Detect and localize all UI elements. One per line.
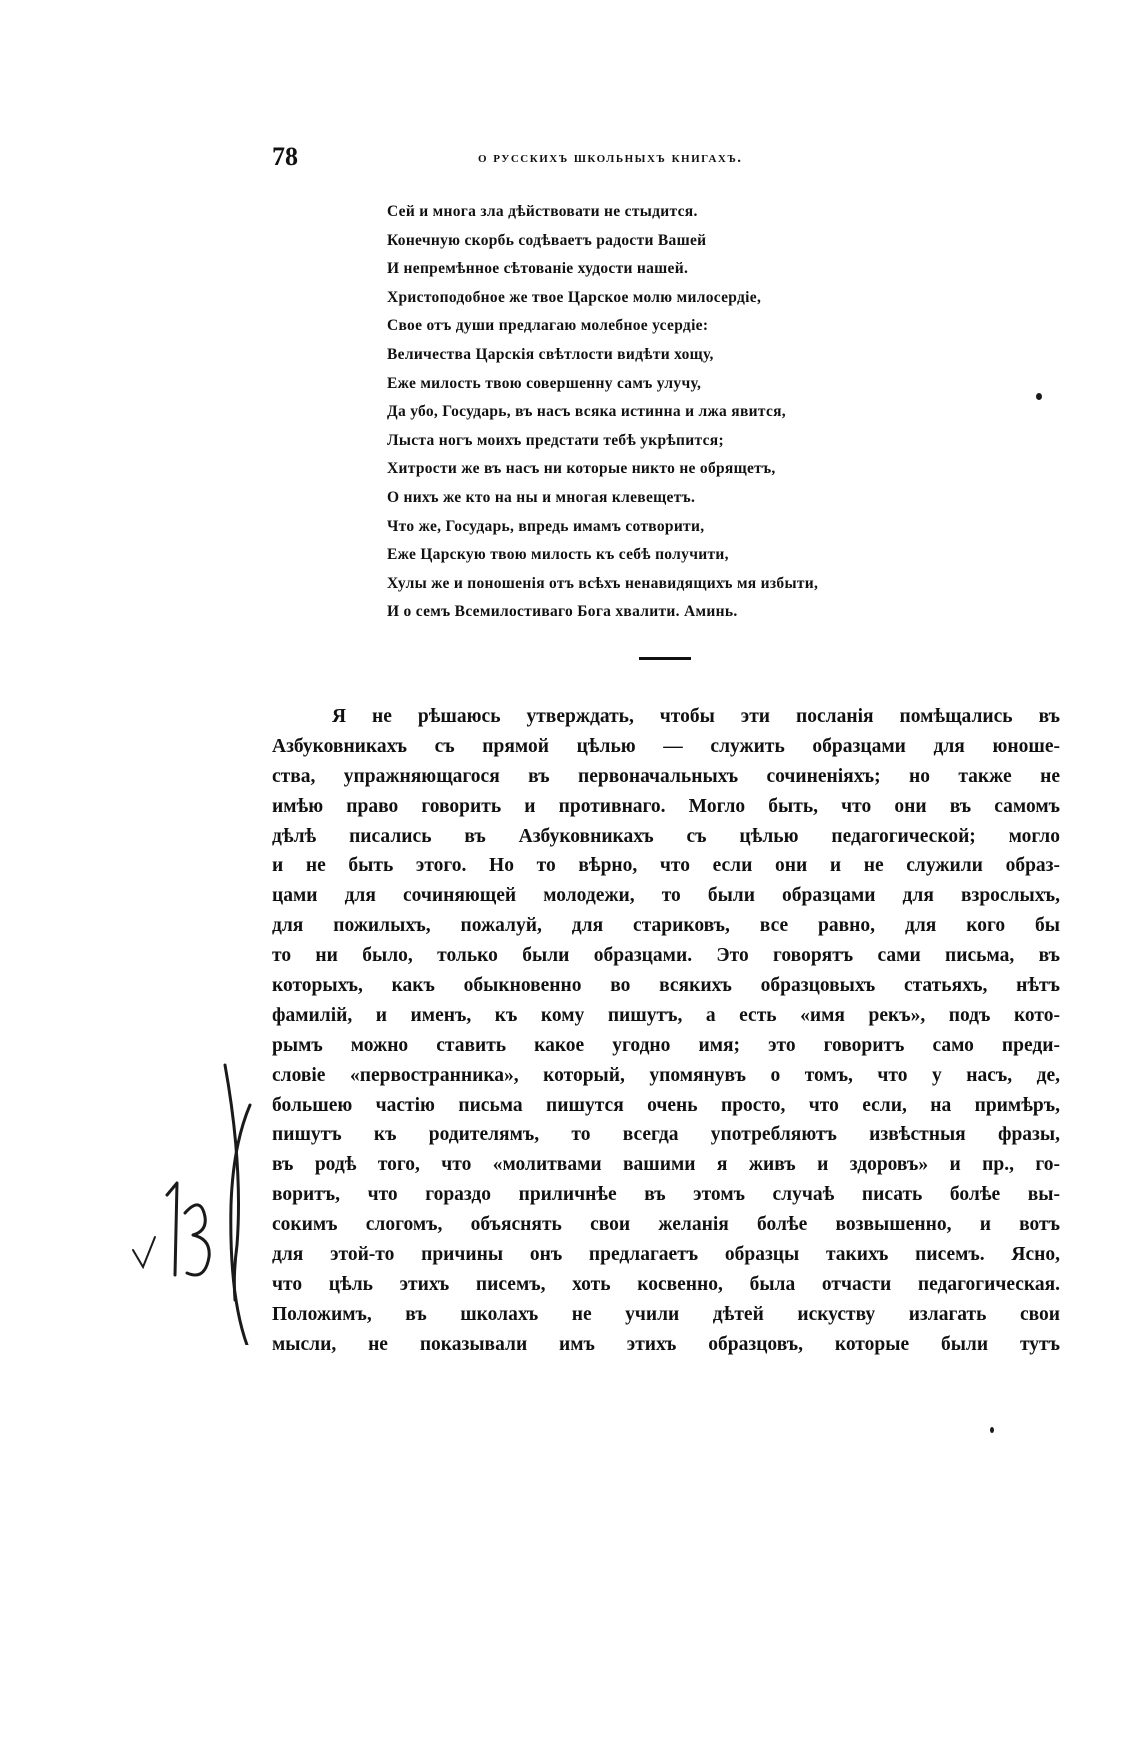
poem-line: Что же, Государь, впредь имамъ сотворити,	[387, 517, 705, 535]
poem-line: Христоподобное же твое Царское молю милосердіе,	[387, 288, 762, 306]
poem-line: И непремѣнное сѣтованіе худости нашей.	[387, 260, 689, 278]
prose-line: фамилій, и именъ, къ кому пишутъ, а есть «имя рекъ», подъ кото-	[272, 1004, 1060, 1026]
prose-paragraph	[272, 702, 1060, 1360]
prose-line: то ни было, только были образцами. Это говорятъ сами письма, въ	[272, 945, 1060, 967]
prose-line: рымъ можно ставить какое угодно имя; это говоритъ само преди-	[272, 1034, 1060, 1056]
section-divider	[639, 657, 691, 660]
prose-line: для пожилыхъ, пожалуй, для стариковъ, все равно, для кого бы	[272, 915, 1060, 937]
ink-speck	[990, 1427, 994, 1433]
right-bracket-stroke	[231, 1105, 250, 1345]
handwritten-digit-1	[167, 1183, 177, 1275]
prose-line: ства, упражняющагося въ первоначальныхъ сочиненіяхъ; но также не	[272, 765, 1060, 787]
poem-line: Конечную скорбь содѣваетъ радости Вашей	[387, 231, 707, 249]
poem-line: Хулы же и поношенія отъ всѣхъ ненавидящихъ мя избыти,	[387, 574, 819, 592]
check-mark	[133, 1237, 155, 1267]
poem-line: Величества Царскія свѣтлости видѣти хощу,	[387, 345, 714, 363]
poem-line: Еже Царскую твою милость къ себѣ получити,	[387, 546, 729, 564]
prose-line: дѣлѣ писались въ Азбуковникахъ съ цѣлью педагогической; могло	[272, 825, 1060, 847]
poem-line: Лыста ногъ моихъ предстати тебѣ укрѣпится;	[387, 431, 724, 449]
prose-line: имѣю право говорить и противнаго. Могло быть, что они въ самомъ	[272, 795, 1060, 817]
handwritten-margin-annotation	[125, 1045, 255, 1345]
page-number: 78	[272, 142, 298, 171]
prose-line: для этой-то причины онъ предлагаетъ образцы такихъ писемъ. Ясно,	[272, 1244, 1060, 1266]
poem-line: И о семъ Всемилостиваго Бога хвалити. Аминь.	[387, 603, 738, 621]
poem-line: Сей и многа зла дѣйствовати не стыдится.	[387, 203, 698, 220]
poem-line: Свое отъ души предлагаю молебное усердіе:	[387, 317, 709, 335]
prose-line: Азбуковникахъ съ прямой цѣлью — служить образцами для юноше-	[272, 735, 1060, 757]
prose-line: словіе «первостранника», который, упомянувъ о томъ, что у насъ, де,	[272, 1064, 1060, 1086]
prose-line: большею частію письма пишутся очень просто, что если, на примѣръ,	[272, 1094, 1060, 1116]
poem-block	[387, 198, 987, 627]
running-head	[0, 142, 1140, 182]
handwritten-digit-3	[185, 1205, 209, 1275]
prose-line: мысли, не показывали имъ этихъ образцовъ, которые были тутъ	[272, 1333, 1060, 1355]
prose-line: и не быть этого. Но то вѣрно, что если они и не служили образ-	[272, 855, 1060, 877]
running-title: о русскихъ школьныхъ книгахъ.	[478, 150, 743, 166]
prose-line: сокимъ слогомъ, объяснять свои желанія болѣе возвышенно, и вотъ	[272, 1214, 1060, 1236]
prose-line: въ родѣ того, что «молитвами вашими я живъ и здоровъ» и пр., го-	[272, 1154, 1060, 1176]
prose-line: пишутъ къ родителямъ, то всегда употребляютъ извѣстныя фразы,	[272, 1124, 1060, 1146]
prose-line: которыхъ, какъ обыкновенно во всякихъ образцовыхъ статьяхъ, нѣтъ	[272, 975, 1060, 997]
prose-line: что цѣль этихъ писемъ, хоть косвенно, была отчасти педагогическая.	[272, 1273, 1060, 1295]
ink-speck	[1036, 393, 1042, 400]
prose-line: Я не рѣшаюсь утверждать, чтобы эти посланія помѣщались въ	[332, 706, 1060, 727]
poem-line: Хитрости же въ насъ ни которые никто не обрящетъ,	[387, 460, 776, 478]
prose-line: Положимъ, въ школахъ не учили дѣтей искуству излагать свои	[272, 1303, 1060, 1325]
poem-line: Еже милость твою совершенну самъ улучу,	[387, 374, 702, 392]
prose-line: воритъ, что гораздо приличнѣе въ этомъ случаѣ писать болѣе вы-	[272, 1184, 1060, 1206]
poem-line: О нихъ же кто на ны и многая клевещетъ.	[387, 488, 696, 506]
poem-line: Да убо, Государь, въ насъ всяка истинна и лжа явится,	[387, 403, 786, 421]
prose-line: цами для сочиняющей молодежи, то были образцами для взрослыхъ,	[272, 885, 1060, 907]
